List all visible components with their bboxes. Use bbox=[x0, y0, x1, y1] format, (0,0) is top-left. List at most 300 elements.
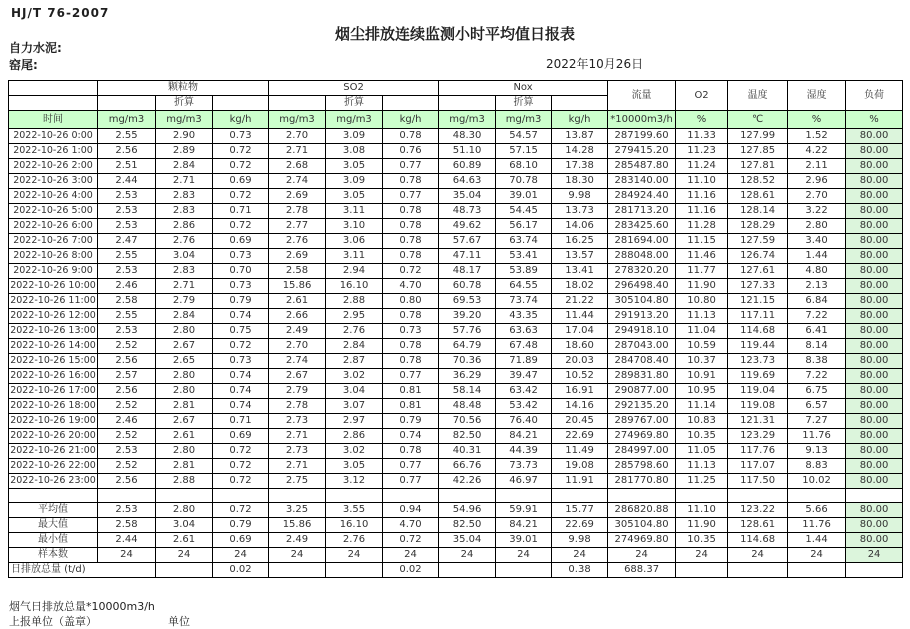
row-value: 2.53 bbox=[98, 204, 156, 219]
row-value: 284708.40 bbox=[608, 354, 676, 369]
row-time: 2022-10-26 9:00 bbox=[9, 264, 98, 279]
summary-value bbox=[156, 563, 213, 578]
row-value: 2.46 bbox=[98, 279, 156, 294]
row-value: 58.14 bbox=[439, 384, 496, 399]
row-value: 279415.20 bbox=[608, 144, 676, 159]
summary-value: 274969.80 bbox=[608, 533, 676, 548]
row-value: 127.61 bbox=[728, 264, 788, 279]
table-row bbox=[9, 474, 903, 489]
row-value: 2.80 bbox=[156, 324, 213, 339]
header-blank bbox=[213, 96, 269, 111]
row-time: 2022-10-26 21:00 bbox=[9, 444, 98, 459]
spacer-cell bbox=[728, 489, 788, 503]
row-value: 11.14 bbox=[676, 399, 728, 414]
summary-value: 80.00 bbox=[846, 518, 903, 533]
row-value: 0.79 bbox=[213, 294, 269, 309]
table-row bbox=[9, 309, 903, 324]
summary-value: 24 bbox=[213, 548, 269, 563]
row-value: 0.69 bbox=[213, 234, 269, 249]
spacer-cell bbox=[156, 489, 213, 503]
row-time: 2022-10-26 18:00 bbox=[9, 399, 98, 414]
row-value: 292135.20 bbox=[608, 399, 676, 414]
table-row bbox=[9, 369, 903, 384]
row-value: 2.55 bbox=[98, 249, 156, 264]
summary-value: 16.10 bbox=[326, 518, 383, 533]
header-blank bbox=[9, 96, 98, 111]
summary-row bbox=[9, 503, 903, 518]
row-value: 2.53 bbox=[98, 444, 156, 459]
row-value: 11.10 bbox=[676, 174, 728, 189]
row-value: 127.33 bbox=[728, 279, 788, 294]
row-value: 6.75 bbox=[788, 384, 846, 399]
table-row bbox=[9, 459, 903, 474]
row-value: 10.52 bbox=[552, 369, 608, 384]
row-value: 9.98 bbox=[552, 189, 608, 204]
row-value: 0.78 bbox=[383, 234, 439, 249]
row-value: 2.69 bbox=[269, 189, 326, 204]
row-value: 0.78 bbox=[383, 174, 439, 189]
row-value: 13.87 bbox=[552, 129, 608, 144]
table-row bbox=[9, 234, 903, 249]
summary-value: 11.10 bbox=[676, 503, 728, 518]
summary-value: 24 bbox=[326, 548, 383, 563]
row-value: 63.42 bbox=[496, 384, 552, 399]
row-value: 2.78 bbox=[269, 399, 326, 414]
row-value: 0.78 bbox=[383, 309, 439, 324]
row-value: 0.81 bbox=[383, 384, 439, 399]
row-value: 0.74 bbox=[383, 429, 439, 444]
header-group-pm: 颗粒物 bbox=[98, 81, 269, 96]
summary-value: 24 bbox=[552, 548, 608, 563]
header-pm-converted: 折算 bbox=[156, 96, 213, 111]
row-value: 10.80 bbox=[676, 294, 728, 309]
summary-value: 0.79 bbox=[213, 518, 269, 533]
unit-cell: mg/m3 bbox=[439, 111, 496, 129]
summary-label: 最小值 bbox=[9, 533, 98, 548]
row-value: 3.11 bbox=[326, 249, 383, 264]
row-value: 6.41 bbox=[788, 324, 846, 339]
table-row bbox=[9, 204, 903, 219]
row-value: 66.76 bbox=[439, 459, 496, 474]
row-value: 43.35 bbox=[496, 309, 552, 324]
table-row bbox=[9, 324, 903, 339]
row-value: 7.22 bbox=[788, 309, 846, 324]
row-value: 2.83 bbox=[156, 189, 213, 204]
row-value: 11.16 bbox=[676, 204, 728, 219]
row-value: 2.58 bbox=[269, 264, 326, 279]
row-value: 285798.60 bbox=[608, 459, 676, 474]
row-time: 2022-10-26 19:00 bbox=[9, 414, 98, 429]
row-value: 0.77 bbox=[383, 474, 439, 489]
spacer-cell bbox=[98, 489, 156, 503]
unit-cell: kg/h bbox=[383, 111, 439, 129]
row-value: 0.72 bbox=[213, 159, 269, 174]
row-value: 10.95 bbox=[676, 384, 728, 399]
row-value: 0.73 bbox=[213, 279, 269, 294]
row-value: 2.52 bbox=[98, 399, 156, 414]
summary-value: 35.04 bbox=[439, 533, 496, 548]
row-value: 51.10 bbox=[439, 144, 496, 159]
row-value: 2.52 bbox=[98, 459, 156, 474]
row-time: 2022-10-26 14:00 bbox=[9, 339, 98, 354]
row-value: 2.88 bbox=[326, 294, 383, 309]
row-value: 2.53 bbox=[98, 189, 156, 204]
unit-cell: % bbox=[676, 111, 728, 129]
row-value: 0.78 bbox=[383, 354, 439, 369]
summary-value: 2.58 bbox=[98, 518, 156, 533]
row-value: 73.74 bbox=[496, 294, 552, 309]
row-time: 2022-10-26 13:00 bbox=[9, 324, 98, 339]
row-time: 2022-10-26 17:00 bbox=[9, 384, 98, 399]
spacer-cell bbox=[213, 489, 269, 503]
row-value: 80.00 bbox=[846, 459, 903, 474]
row-value: 54.57 bbox=[496, 129, 552, 144]
row-value: 2.65 bbox=[156, 354, 213, 369]
header-o2: O2 bbox=[676, 81, 728, 111]
row-time: 2022-10-26 4:00 bbox=[9, 189, 98, 204]
row-value: 2.44 bbox=[98, 174, 156, 189]
spacer-cell bbox=[608, 489, 676, 503]
row-value: 68.10 bbox=[496, 159, 552, 174]
report-table bbox=[8, 80, 903, 578]
row-value: 2.49 bbox=[269, 324, 326, 339]
row-value: 3.11 bbox=[326, 204, 383, 219]
row-value: 0.72 bbox=[213, 189, 269, 204]
row-value: 0.72 bbox=[213, 474, 269, 489]
row-value: 2.13 bbox=[788, 279, 846, 294]
table-row bbox=[9, 189, 903, 204]
spacer-cell bbox=[439, 489, 496, 503]
row-value: 54.45 bbox=[496, 204, 552, 219]
row-value: 2.51 bbox=[98, 159, 156, 174]
row-value: 64.63 bbox=[439, 174, 496, 189]
row-value: 76.40 bbox=[496, 414, 552, 429]
spacer-cell bbox=[383, 489, 439, 503]
row-value: 13.73 bbox=[552, 204, 608, 219]
summary-value bbox=[676, 563, 728, 578]
summary-label: 平均值 bbox=[9, 503, 98, 518]
summary-row bbox=[9, 563, 903, 578]
summary-value bbox=[326, 563, 383, 578]
row-value: 2.81 bbox=[156, 459, 213, 474]
row-value: 2.56 bbox=[98, 474, 156, 489]
row-value: 2.80 bbox=[156, 444, 213, 459]
row-value: 0.77 bbox=[383, 369, 439, 384]
row-value: 0.75 bbox=[213, 324, 269, 339]
summary-value: 2.49 bbox=[269, 533, 326, 548]
row-value: 2.90 bbox=[156, 129, 213, 144]
header-nox-converted: 折算 bbox=[496, 96, 552, 111]
row-value: 63.63 bbox=[496, 324, 552, 339]
row-value: 21.22 bbox=[552, 294, 608, 309]
row-value: 10.35 bbox=[676, 429, 728, 444]
table-row bbox=[9, 294, 903, 309]
row-value: 0.77 bbox=[383, 189, 439, 204]
row-value: 119.04 bbox=[728, 384, 788, 399]
row-value: 11.28 bbox=[676, 219, 728, 234]
summary-value: 286820.88 bbox=[608, 503, 676, 518]
row-value: 114.68 bbox=[728, 324, 788, 339]
row-value: 11.44 bbox=[552, 309, 608, 324]
row-value: 18.60 bbox=[552, 339, 608, 354]
summary-value: 2.53 bbox=[98, 503, 156, 518]
row-value: 0.73 bbox=[213, 354, 269, 369]
summary-value: 305104.80 bbox=[608, 518, 676, 533]
row-value: 2.81 bbox=[156, 399, 213, 414]
row-value: 119.69 bbox=[728, 369, 788, 384]
summary-value: 24 bbox=[846, 548, 903, 563]
unit-cell: mg/m3 bbox=[156, 111, 213, 129]
table-row bbox=[9, 384, 903, 399]
row-value: 47.11 bbox=[439, 249, 496, 264]
summary-value bbox=[269, 563, 326, 578]
report-table-body bbox=[9, 129, 903, 578]
table-row bbox=[9, 444, 903, 459]
unit-cell: % bbox=[788, 111, 846, 129]
table-row bbox=[9, 429, 903, 444]
row-value: 17.04 bbox=[552, 324, 608, 339]
row-value: 46.97 bbox=[496, 474, 552, 489]
summary-value bbox=[846, 563, 903, 578]
row-value: 53.89 bbox=[496, 264, 552, 279]
kiln-label: 窑尾: bbox=[9, 58, 38, 72]
table-row bbox=[9, 159, 903, 174]
row-value: 49.62 bbox=[439, 219, 496, 234]
spacer-cell bbox=[676, 489, 728, 503]
row-value: 8.83 bbox=[788, 459, 846, 474]
row-value: 71.89 bbox=[496, 354, 552, 369]
row-time: 2022-10-26 5:00 bbox=[9, 204, 98, 219]
summary-value: 9.98 bbox=[552, 533, 608, 548]
summary-row bbox=[9, 548, 903, 563]
row-value: 14.28 bbox=[552, 144, 608, 159]
row-value: 67.48 bbox=[496, 339, 552, 354]
row-value: 2.88 bbox=[156, 474, 213, 489]
row-value: 121.31 bbox=[728, 414, 788, 429]
row-value: 17.38 bbox=[552, 159, 608, 174]
summary-value: 84.21 bbox=[496, 518, 552, 533]
table-row bbox=[9, 249, 903, 264]
row-value: 2.56 bbox=[98, 354, 156, 369]
row-value: 2.47 bbox=[98, 234, 156, 249]
row-value: 3.09 bbox=[326, 174, 383, 189]
row-value: 2.76 bbox=[156, 234, 213, 249]
row-value: 2.76 bbox=[326, 324, 383, 339]
row-value: 11.90 bbox=[676, 279, 728, 294]
row-value: 296498.40 bbox=[608, 279, 676, 294]
row-value: 0.72 bbox=[213, 219, 269, 234]
row-value: 39.47 bbox=[496, 369, 552, 384]
summary-label: 最大值 bbox=[9, 518, 98, 533]
row-value: 3.02 bbox=[326, 369, 383, 384]
row-value: 117.11 bbox=[728, 309, 788, 324]
row-value: 3.04 bbox=[326, 384, 383, 399]
row-value: 0.69 bbox=[213, 429, 269, 444]
row-value: 36.29 bbox=[439, 369, 496, 384]
row-value: 2.79 bbox=[269, 384, 326, 399]
row-value: 70.78 bbox=[496, 174, 552, 189]
row-value: 2.73 bbox=[269, 414, 326, 429]
row-value: 305104.80 bbox=[608, 294, 676, 309]
row-value: 2.74 bbox=[269, 174, 326, 189]
summary-row bbox=[9, 518, 903, 533]
row-value: 123.29 bbox=[728, 429, 788, 444]
row-value: 19.08 bbox=[552, 459, 608, 474]
row-value: 287043.00 bbox=[608, 339, 676, 354]
row-value: 2.71 bbox=[269, 144, 326, 159]
row-value: 7.22 bbox=[788, 369, 846, 384]
table-row bbox=[9, 219, 903, 234]
row-value: 2.71 bbox=[156, 174, 213, 189]
row-value: 0.77 bbox=[383, 459, 439, 474]
table-row bbox=[9, 264, 903, 279]
row-time: 2022-10-26 7:00 bbox=[9, 234, 98, 249]
summary-value bbox=[439, 563, 496, 578]
row-value: 8.38 bbox=[788, 354, 846, 369]
row-value: 1.52 bbox=[788, 129, 846, 144]
summary-value: 1.44 bbox=[788, 533, 846, 548]
company-label: 自力水泥: bbox=[9, 41, 62, 55]
table-row bbox=[9, 339, 903, 354]
summary-value: 24 bbox=[496, 548, 552, 563]
row-value: 3.12 bbox=[326, 474, 383, 489]
row-value: 63.74 bbox=[496, 234, 552, 249]
row-value: 16.91 bbox=[552, 384, 608, 399]
row-value: 2.71 bbox=[156, 279, 213, 294]
row-value: 80.00 bbox=[846, 249, 903, 264]
row-value: 73.73 bbox=[496, 459, 552, 474]
row-value: 128.29 bbox=[728, 219, 788, 234]
row-value: 2.52 bbox=[98, 429, 156, 444]
row-value: 0.70 bbox=[213, 264, 269, 279]
row-value: 80.00 bbox=[846, 219, 903, 234]
row-value: 0.78 bbox=[383, 444, 439, 459]
row-value: 3.05 bbox=[326, 189, 383, 204]
unit-cell: % bbox=[846, 111, 903, 129]
summary-value: 5.66 bbox=[788, 503, 846, 518]
row-value: 2.69 bbox=[269, 249, 326, 264]
row-value: 2.87 bbox=[326, 354, 383, 369]
row-value: 48.30 bbox=[439, 129, 496, 144]
row-time: 2022-10-26 0:00 bbox=[9, 129, 98, 144]
row-value: 80.00 bbox=[846, 189, 903, 204]
row-value: 80.00 bbox=[846, 339, 903, 354]
row-time: 2022-10-26 2:00 bbox=[9, 159, 98, 174]
row-value: 2.84 bbox=[156, 159, 213, 174]
row-value: 2.55 bbox=[98, 129, 156, 144]
row-value: 80.00 bbox=[846, 204, 903, 219]
unit-cell: kg/h bbox=[552, 111, 608, 129]
header-load: 负荷 bbox=[846, 81, 903, 111]
row-value: 278320.20 bbox=[608, 264, 676, 279]
row-value: 80.00 bbox=[846, 264, 903, 279]
row-value: 3.05 bbox=[326, 159, 383, 174]
row-value: 3.02 bbox=[326, 444, 383, 459]
row-value: 69.53 bbox=[439, 294, 496, 309]
summary-value: 2.61 bbox=[156, 533, 213, 548]
row-value: 128.61 bbox=[728, 189, 788, 204]
row-value: 2.53 bbox=[98, 219, 156, 234]
summary-value: 24 bbox=[608, 548, 676, 563]
row-value: 2.80 bbox=[156, 384, 213, 399]
row-time: 2022-10-26 22:00 bbox=[9, 459, 98, 474]
row-value: 44.39 bbox=[496, 444, 552, 459]
row-value: 16.25 bbox=[552, 234, 608, 249]
row-value: 2.52 bbox=[98, 339, 156, 354]
row-value: 285487.80 bbox=[608, 159, 676, 174]
summary-value: 24 bbox=[728, 548, 788, 563]
summary-value: 2.80 bbox=[156, 503, 213, 518]
row-value: 2.53 bbox=[98, 324, 156, 339]
header-time: 时间 bbox=[9, 111, 98, 129]
spacer-cell bbox=[846, 489, 903, 503]
row-time: 2022-10-26 12:00 bbox=[9, 309, 98, 324]
row-value: 123.73 bbox=[728, 354, 788, 369]
row-value: 80.00 bbox=[846, 159, 903, 174]
row-value: 0.72 bbox=[213, 444, 269, 459]
summary-value: 80.00 bbox=[846, 533, 903, 548]
row-value: 6.57 bbox=[788, 399, 846, 414]
row-value: 40.31 bbox=[439, 444, 496, 459]
reporting-unit-label: 上报单位（盖章） bbox=[9, 615, 97, 628]
row-value: 288048.00 bbox=[608, 249, 676, 264]
row-value: 4.80 bbox=[788, 264, 846, 279]
row-time: 2022-10-26 10:00 bbox=[9, 279, 98, 294]
table-row bbox=[9, 129, 903, 144]
row-value: 80.00 bbox=[846, 354, 903, 369]
row-value: 2.79 bbox=[156, 294, 213, 309]
row-value: 290877.00 bbox=[608, 384, 676, 399]
row-value: 2.73 bbox=[269, 444, 326, 459]
summary-value: 2.44 bbox=[98, 533, 156, 548]
row-time: 2022-10-26 6:00 bbox=[9, 219, 98, 234]
row-value: 0.73 bbox=[383, 324, 439, 339]
row-value: 80.00 bbox=[846, 309, 903, 324]
row-value: 11.76 bbox=[788, 429, 846, 444]
summary-value: 0.94 bbox=[383, 503, 439, 518]
row-value: 53.42 bbox=[496, 399, 552, 414]
row-value: 2.11 bbox=[788, 159, 846, 174]
row-value: 0.73 bbox=[213, 249, 269, 264]
row-value: 2.86 bbox=[156, 219, 213, 234]
row-value: 2.80 bbox=[156, 369, 213, 384]
row-value: 80.00 bbox=[846, 129, 903, 144]
row-value: 0.80 bbox=[383, 294, 439, 309]
row-time: 2022-10-26 1:00 bbox=[9, 144, 98, 159]
summary-value: 24 bbox=[383, 548, 439, 563]
row-value: 2.46 bbox=[98, 414, 156, 429]
row-value: 56.17 bbox=[496, 219, 552, 234]
report-date: 2022年10月26日 bbox=[546, 57, 644, 71]
summary-value: 54.96 bbox=[439, 503, 496, 518]
summary-value bbox=[788, 563, 846, 578]
row-value: 80.00 bbox=[846, 429, 903, 444]
row-value: 3.10 bbox=[326, 219, 383, 234]
row-value: 127.99 bbox=[728, 129, 788, 144]
row-value: 60.89 bbox=[439, 159, 496, 174]
row-value: 3.04 bbox=[156, 249, 213, 264]
row-value: 2.61 bbox=[269, 294, 326, 309]
table-row bbox=[9, 354, 903, 369]
summary-value: 114.68 bbox=[728, 533, 788, 548]
header-blank bbox=[552, 96, 608, 111]
row-value: 0.81 bbox=[383, 399, 439, 414]
row-value: 2.58 bbox=[98, 294, 156, 309]
row-value: 289767.00 bbox=[608, 414, 676, 429]
row-value: 0.74 bbox=[213, 384, 269, 399]
row-value: 0.79 bbox=[383, 414, 439, 429]
row-value: 0.78 bbox=[383, 339, 439, 354]
